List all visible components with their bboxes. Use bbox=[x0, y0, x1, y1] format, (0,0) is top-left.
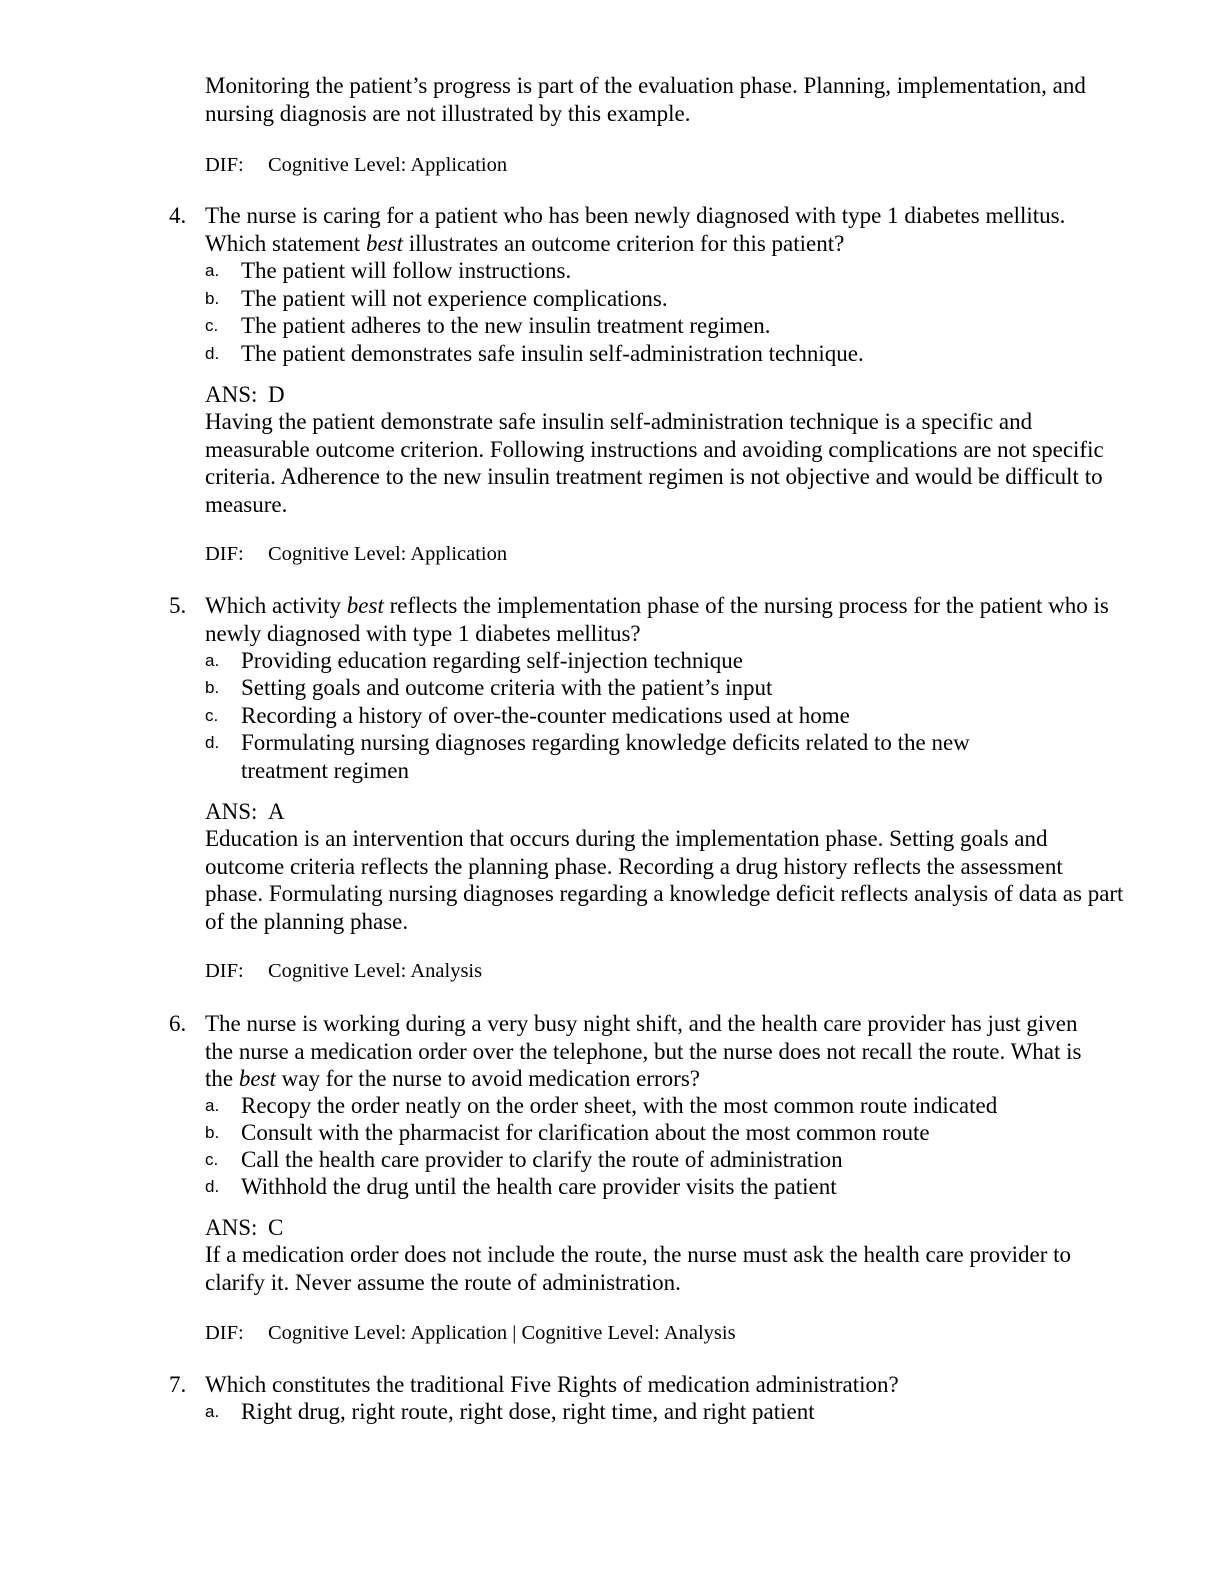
option-text: Setting goals and outcome criteria with the patient’s input bbox=[241, 675, 773, 700]
option-letter: c. bbox=[205, 1150, 219, 1169]
stem-text: The nurse is caring for a patient who has been newly diagnosed with type 1 diabetes mellitus. Which statement bbox=[205, 203, 1066, 256]
option-letter: a. bbox=[205, 651, 220, 670]
option-letter: b. bbox=[205, 1123, 220, 1142]
option-letter: b. bbox=[205, 678, 220, 697]
question-stem bbox=[205, 202, 1115, 257]
stem-emphasis: best bbox=[346, 593, 384, 618]
dif-value: Cognitive Level: Application bbox=[268, 154, 508, 176]
stem-emphasis: best bbox=[365, 230, 404, 256]
option-letter: d. bbox=[205, 344, 220, 363]
option-text: The patient adheres to the new insulin treatment regimen. bbox=[241, 313, 771, 338]
question-number: 4. bbox=[169, 203, 187, 228]
difficulty bbox=[205, 1320, 736, 1346]
dif-label: DIF: bbox=[205, 154, 244, 176]
option-text: Right drug, right route, right dose, right time, and right patient bbox=[241, 1399, 815, 1424]
dif-value: Cognitive Level: Application | Cognitive Level: Analysis bbox=[268, 1322, 736, 1344]
rationale: Having the patient demonstrate safe insulin self-administration technique is a specific and measurable outcome criterion. Following instructions and avoiding complications are not specific criteria. Adherence to the new insulin treatment regimen is not objective and would be difficult to measure. bbox=[205, 409, 1104, 517]
answer-label: ANS: bbox=[205, 382, 258, 407]
stem-text: Which activity bbox=[205, 593, 347, 618]
option-letter: d. bbox=[205, 1177, 220, 1196]
answer-label: ANS: bbox=[205, 1215, 258, 1240]
option-letter: d. bbox=[205, 733, 220, 752]
question-stem bbox=[205, 592, 1115, 647]
answer bbox=[205, 1214, 283, 1242]
dif-label: DIF: bbox=[205, 543, 244, 565]
question-stem bbox=[205, 1371, 1115, 1399]
difficulty bbox=[205, 541, 507, 567]
rationale: Education is an intervention that occurs during the implementation phase. Setting goals and outcome criteria reflects the planning phase. Recording a drug history reflects the assessment phase. Formulating nursing diagnoses regarding a knowledge deficit reflects analysis of data as part of the planning phase. bbox=[205, 826, 1124, 934]
difficulty bbox=[205, 958, 482, 984]
option-text: The patient demonstrates safe insulin self-administration technique. bbox=[241, 341, 864, 366]
option-text: The patient will follow instructions. bbox=[241, 258, 572, 283]
option-text: Recording a history of over-the-counter medications used at home bbox=[241, 703, 850, 728]
intro-rationale: Monitoring the patient’s progress is part of the evaluation phase. Planning, implementation, and nursing diagnosis are not illustrated by this example. bbox=[205, 73, 1086, 126]
option-letter: a. bbox=[205, 1402, 220, 1421]
stem-text-end: reflects the implementation phase of the nursing process for the patient who is newly diagnosed with type 1 diabetes mellitus? bbox=[205, 593, 1109, 646]
option-text: Call the health care provider to clarify the route of administration bbox=[241, 1147, 843, 1172]
option-text: Recopy the order neatly on the order sheet, with the most common route indicated bbox=[241, 1093, 998, 1118]
dif-value: Cognitive Level: Analysis bbox=[268, 960, 483, 982]
option-letter: b. bbox=[205, 289, 220, 308]
question-number: 7. bbox=[169, 1372, 187, 1397]
option-letter: c. bbox=[205, 316, 219, 335]
option-text: Formulating nursing diagnoses regarding knowledge deficits related to the new treatment regimen bbox=[241, 730, 970, 783]
stem-text-end: illustrates an outcome criterion for this patient? bbox=[403, 230, 845, 256]
option-text: Withhold the drug until the health care provider visits the patient bbox=[241, 1174, 837, 1199]
question-number: 6. bbox=[169, 1011, 187, 1036]
answer bbox=[205, 381, 285, 409]
answer-label: ANS: bbox=[205, 799, 258, 824]
option-letter: a. bbox=[205, 261, 220, 280]
answer bbox=[205, 798, 285, 826]
question-stem bbox=[205, 1010, 1110, 1093]
option-letter: c. bbox=[205, 706, 219, 725]
answer-letter: C bbox=[268, 1215, 284, 1240]
stem-text-end: way for the nurse to avoid medication errors? bbox=[275, 1066, 700, 1091]
answer-letter: A bbox=[268, 799, 285, 824]
stem-text: The nurse is working during a very busy night shift, and the health care provider has just given the nurse a medication order over the telephone, but the nurse does not recall the route. What is the bbox=[205, 1011, 1082, 1091]
dif-label: DIF: bbox=[205, 1322, 244, 1344]
dif-label: DIF: bbox=[205, 960, 244, 982]
stem-text: Which constitutes the traditional Five Rights of medication administration? bbox=[205, 1372, 899, 1397]
option-text: The patient will not experience complications. bbox=[241, 286, 668, 311]
option-text: Providing education regarding self-injection technique bbox=[241, 648, 744, 673]
question-number: 5. bbox=[169, 593, 187, 618]
intro-difficulty bbox=[205, 152, 507, 178]
dif-value: Cognitive Level: Application bbox=[268, 543, 508, 565]
answer-letter: D bbox=[268, 382, 285, 407]
stem-emphasis: best bbox=[238, 1066, 276, 1091]
option-text: Consult with the pharmacist for clarification about the most common route bbox=[241, 1120, 930, 1145]
rationale: If a medication order does not include the route, the nurse must ask the health care provider to clarify it. Never assume the route of administration. bbox=[205, 1242, 1072, 1295]
option-letter: a. bbox=[205, 1096, 220, 1115]
